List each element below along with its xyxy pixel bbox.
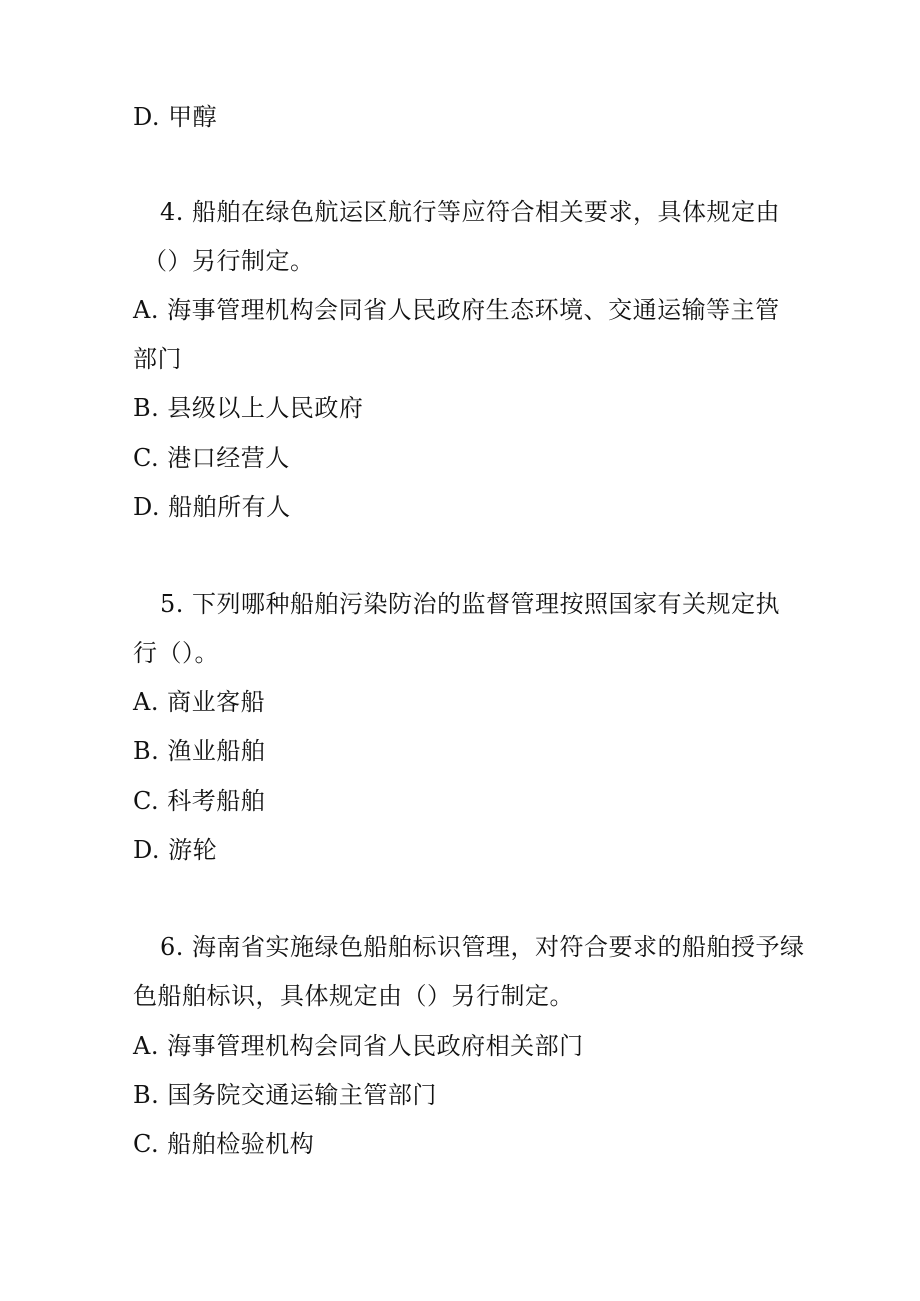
q5-stem-line1: 5. 下列哪种船舶污染防治的监督管理按照国家有关规定执	[160, 590, 781, 618]
q4-stem-line1: 4. 船舶在绿色航运区航行等应符合相关要求，具体规定由	[160, 198, 781, 226]
q5-option-c: C. 科考船舶	[133, 787, 266, 815]
q6-option-b: B. 国务院交通运输主管部门	[133, 1081, 437, 1109]
q6-stem-line1: 6. 海南省实施绿色船舶标识管理，对符合要求的船舶授予绿	[160, 933, 805, 961]
q6-stem-line2: 色船舶标识，具体规定由（）另行制定。	[133, 982, 574, 1010]
q6-option-c: C. 船舶检验机构	[133, 1130, 315, 1158]
q4-option-a-line1: A. 海事管理机构会同省人民政府生态环境、交通运输等主管	[133, 296, 780, 324]
q4-option-a-line2: 部门	[133, 345, 182, 373]
q5-stem-line2: 行（）。	[133, 639, 219, 667]
q5-option-d: D. 游轮	[133, 836, 218, 864]
q3-option-d: D. 甲醇	[133, 103, 218, 131]
q4-stem-line2: （）另行制定。	[143, 247, 315, 275]
q4-option-b: B. 县级以上人民政府	[133, 394, 364, 422]
q5-option-b: B. 渔业船舶	[133, 737, 266, 765]
q5-option-a: A. 商业客船	[133, 688, 266, 716]
q4-option-c: C. 港口经营人	[133, 444, 290, 472]
q4-option-d: D. 船舶所有人	[133, 493, 291, 521]
q6-option-a: A. 海事管理机构会同省人民政府相关部门	[133, 1032, 584, 1060]
